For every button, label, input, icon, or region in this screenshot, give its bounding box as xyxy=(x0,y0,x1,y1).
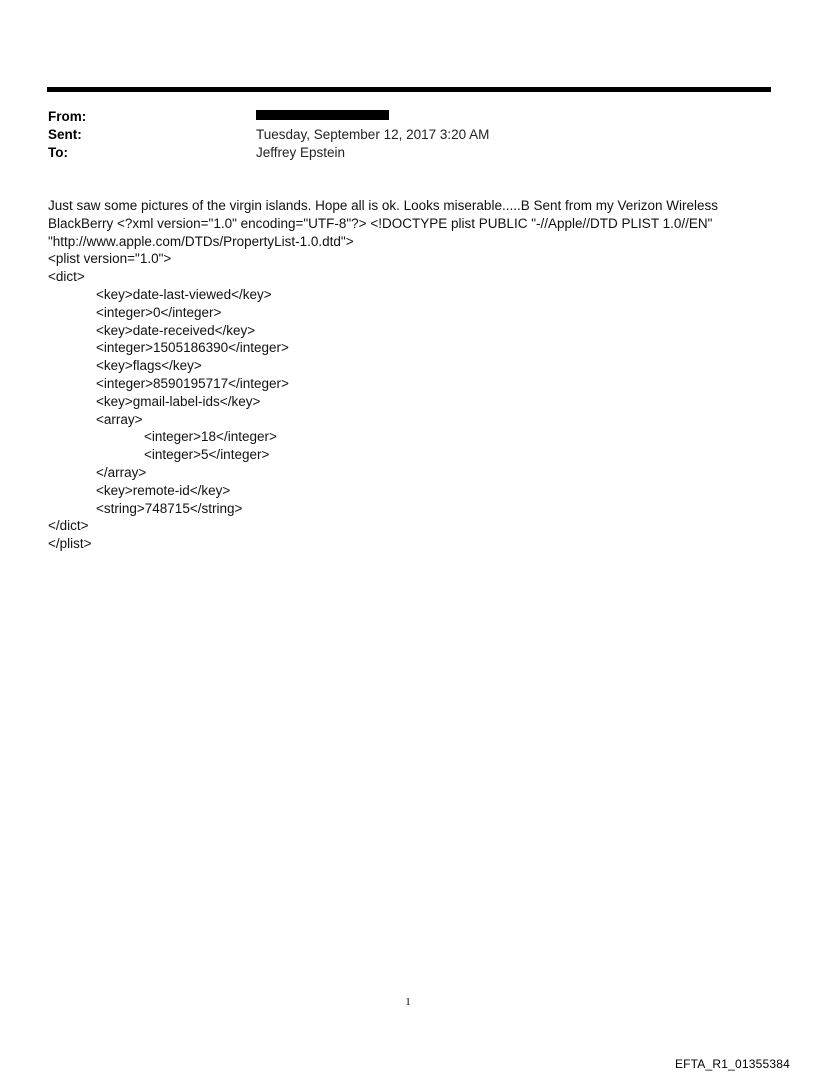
redaction-bar xyxy=(256,110,389,120)
body-line: <array> xyxy=(96,411,143,427)
body-line: <key>gmail-label-ids</key> xyxy=(96,393,261,409)
email-header xyxy=(48,108,748,162)
from-row xyxy=(48,108,748,126)
body-line: <integer>18</integer> xyxy=(144,429,277,445)
page-number: 1 xyxy=(405,996,411,1008)
sent-label: Sent: xyxy=(48,127,82,142)
to-row xyxy=(48,144,748,162)
body-line: <key>remote-id</key> xyxy=(96,482,231,498)
body-line: <integer>5</integer> xyxy=(144,447,270,463)
body-line: <key>flags</key> xyxy=(96,358,202,374)
body-line: "http://www.apple.com/DTDs/PropertyList-1.0.dtd"> xyxy=(48,233,354,249)
email-body xyxy=(48,197,748,553)
sent-value: Tuesday, September 12, 2017 3:20 AM xyxy=(256,127,490,142)
body-line: </plist> xyxy=(48,536,92,552)
body-line: <integer>8590195717</integer> xyxy=(96,375,289,391)
body-line: </array> xyxy=(96,464,147,480)
body-line: <key>date-last-viewed</key> xyxy=(96,286,272,302)
body-line: BlackBerry <?xml version="1.0" encoding="UTF-8"?> <!DOCTYPE plist PUBLIC "-//Apple//DTD PLIST 1.0//EN" xyxy=(48,215,713,231)
from-label: From: xyxy=(48,109,87,124)
body-line: <integer>0</integer> xyxy=(96,304,222,320)
top-rule xyxy=(47,87,771,92)
body-line: <string>748715</string> xyxy=(96,500,243,516)
body-line: <dict> xyxy=(48,269,85,285)
to-label: To: xyxy=(48,145,68,160)
bates-number: EFTA_R1_01355384 xyxy=(674,1057,790,1071)
body-line: </dict> xyxy=(48,518,89,534)
body-line: Just saw some pictures of the virgin islands. Hope all is ok. Looks miserable.....B Sent from my Verizon Wireless xyxy=(48,198,719,213)
to-value: Jeffrey Epstein xyxy=(256,145,346,160)
sent-row xyxy=(48,126,748,144)
body-line: <integer>1505186390</integer> xyxy=(96,340,289,356)
body-line: <key>date-received</key> xyxy=(96,322,256,338)
body-line: <plist version="1.0"> xyxy=(48,251,172,267)
